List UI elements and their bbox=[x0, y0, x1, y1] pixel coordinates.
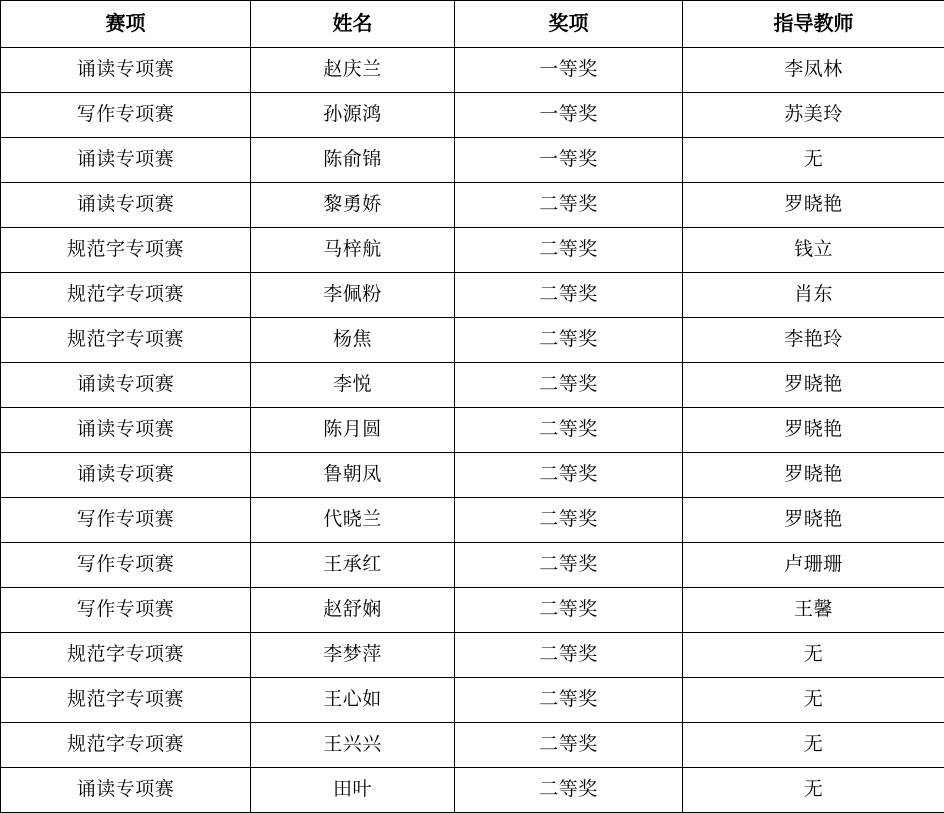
cell-award: 二等奖 bbox=[455, 588, 683, 633]
cell-event: 规范字专项赛 bbox=[1, 723, 251, 768]
table-row bbox=[1, 768, 944, 813]
cell-event: 规范字专项赛 bbox=[1, 318, 251, 363]
cell-event: 规范字专项赛 bbox=[1, 678, 251, 723]
table-row bbox=[1, 408, 944, 453]
table-row bbox=[1, 273, 944, 318]
column-header-award: 奖项 bbox=[455, 1, 683, 48]
cell-advisor: 李凤林 bbox=[683, 48, 944, 93]
cell-event: 诵读专项赛 bbox=[1, 768, 251, 813]
cell-advisor: 罗晓艳 bbox=[683, 408, 944, 453]
table-row bbox=[1, 363, 944, 408]
cell-event: 写作专项赛 bbox=[1, 498, 251, 543]
cell-advisor: 苏美玲 bbox=[683, 93, 944, 138]
cell-advisor: 无 bbox=[683, 633, 944, 678]
table-row bbox=[1, 588, 944, 633]
cell-advisor: 罗晓艳 bbox=[683, 183, 944, 228]
table-row bbox=[1, 93, 944, 138]
table-row bbox=[1, 48, 944, 93]
cell-advisor: 钱立 bbox=[683, 228, 944, 273]
cell-award: 二等奖 bbox=[455, 183, 683, 228]
table-row bbox=[1, 678, 944, 723]
cell-award: 二等奖 bbox=[455, 408, 683, 453]
cell-award: 二等奖 bbox=[455, 543, 683, 588]
cell-name: 鲁朝凤 bbox=[251, 453, 455, 498]
table-header bbox=[1, 1, 944, 48]
cell-name: 杨焦 bbox=[251, 318, 455, 363]
cell-event: 诵读专项赛 bbox=[1, 138, 251, 183]
table-row bbox=[1, 228, 944, 273]
cell-name: 陈俞锦 bbox=[251, 138, 455, 183]
cell-event: 写作专项赛 bbox=[1, 93, 251, 138]
cell-advisor: 卢珊珊 bbox=[683, 543, 944, 588]
table-row bbox=[1, 138, 944, 183]
cell-advisor: 肖东 bbox=[683, 273, 944, 318]
cell-award: 二等奖 bbox=[455, 768, 683, 813]
cell-advisor: 无 bbox=[683, 138, 944, 183]
cell-award: 二等奖 bbox=[455, 678, 683, 723]
column-header-event: 赛项 bbox=[1, 1, 251, 48]
cell-award: 二等奖 bbox=[455, 633, 683, 678]
cell-event: 诵读专项赛 bbox=[1, 408, 251, 453]
table-row bbox=[1, 543, 944, 588]
cell-advisor: 李艳玲 bbox=[683, 318, 944, 363]
cell-advisor: 罗晓艳 bbox=[683, 498, 944, 543]
table-row bbox=[1, 633, 944, 678]
cell-advisor: 罗晓艳 bbox=[683, 453, 944, 498]
cell-event: 诵读专项赛 bbox=[1, 48, 251, 93]
cell-name: 王心如 bbox=[251, 678, 455, 723]
column-header-name: 姓名 bbox=[251, 1, 455, 48]
cell-name: 赵庆兰 bbox=[251, 48, 455, 93]
cell-name: 田叶 bbox=[251, 768, 455, 813]
cell-advisor: 罗晓艳 bbox=[683, 363, 944, 408]
cell-award: 二等奖 bbox=[455, 723, 683, 768]
cell-event: 写作专项赛 bbox=[1, 543, 251, 588]
table-row bbox=[1, 318, 944, 363]
table-row bbox=[1, 498, 944, 543]
cell-award: 一等奖 bbox=[455, 138, 683, 183]
cell-name: 王承红 bbox=[251, 543, 455, 588]
cell-name: 马梓航 bbox=[251, 228, 455, 273]
cell-event: 诵读专项赛 bbox=[1, 363, 251, 408]
cell-event: 规范字专项赛 bbox=[1, 633, 251, 678]
cell-advisor: 王馨 bbox=[683, 588, 944, 633]
cell-name: 陈月圆 bbox=[251, 408, 455, 453]
cell-name: 李悦 bbox=[251, 363, 455, 408]
cell-advisor: 无 bbox=[683, 768, 944, 813]
cell-award: 二等奖 bbox=[455, 363, 683, 408]
column-header-advisor: 指导教师 bbox=[683, 1, 944, 48]
table-header-row bbox=[1, 1, 944, 48]
cell-advisor: 无 bbox=[683, 723, 944, 768]
cell-name: 代晓兰 bbox=[251, 498, 455, 543]
cell-name: 赵舒娴 bbox=[251, 588, 455, 633]
cell-award: 二等奖 bbox=[455, 453, 683, 498]
cell-award: 二等奖 bbox=[455, 318, 683, 363]
cell-advisor: 无 bbox=[683, 678, 944, 723]
table-body bbox=[1, 48, 944, 813]
cell-award: 二等奖 bbox=[455, 498, 683, 543]
cell-award: 一等奖 bbox=[455, 48, 683, 93]
cell-event: 规范字专项赛 bbox=[1, 228, 251, 273]
cell-name: 黎勇娇 bbox=[251, 183, 455, 228]
cell-name: 李佩粉 bbox=[251, 273, 455, 318]
table-row bbox=[1, 453, 944, 498]
table-row bbox=[1, 183, 944, 228]
table-row bbox=[1, 723, 944, 768]
cell-name: 李梦萍 bbox=[251, 633, 455, 678]
cell-event: 写作专项赛 bbox=[1, 588, 251, 633]
cell-award: 一等奖 bbox=[455, 93, 683, 138]
cell-event: 诵读专项赛 bbox=[1, 453, 251, 498]
cell-award: 二等奖 bbox=[455, 228, 683, 273]
cell-event: 规范字专项赛 bbox=[1, 273, 251, 318]
cell-name: 王兴兴 bbox=[251, 723, 455, 768]
cell-award: 二等奖 bbox=[455, 273, 683, 318]
cell-name: 孙源鸿 bbox=[251, 93, 455, 138]
cell-event: 诵读专项赛 bbox=[1, 183, 251, 228]
